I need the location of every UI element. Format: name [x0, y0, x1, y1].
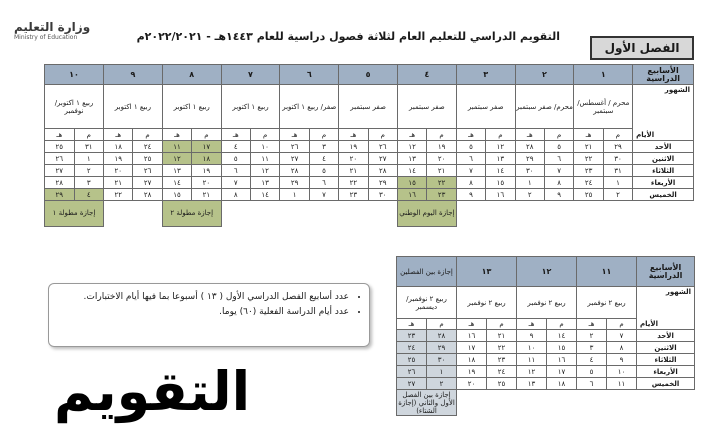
- notes-box: [48, 283, 370, 347]
- greg-date-cell: ١٥: [547, 342, 577, 354]
- hijri-col-label: هـ: [517, 319, 547, 330]
- hijri-date-cell: ٢٢: [104, 189, 133, 201]
- greg-date-cell: ١٤: [547, 330, 577, 342]
- greg-col-label: م: [427, 129, 456, 141]
- break-greg-date-cell: ٢: [427, 378, 457, 390]
- note-spacer: [280, 201, 339, 227]
- week-number: ٤: [397, 65, 456, 85]
- greg-date-cell: ١: [603, 177, 632, 189]
- greg-date-cell: ٧: [309, 189, 338, 201]
- week-month-label: ربيع ١ اكتوبر: [162, 85, 221, 129]
- hijri-date-cell: ٢٣: [574, 165, 603, 177]
- winter-break-note: إجازة بين الفصل الأول والثاني (إجازة الشتاء): [398, 390, 455, 415]
- greg-date-cell: ٧: [607, 330, 637, 342]
- day-label: الخميس: [637, 378, 695, 390]
- greg-col-label: م: [607, 319, 637, 330]
- hijri-date-cell: ١٩: [104, 153, 133, 165]
- greg-date-cell: ١: [74, 153, 103, 165]
- corner-header-cell: [633, 85, 694, 141]
- day-label: الأحد: [637, 330, 695, 342]
- greg-date-cell: ٣١: [603, 165, 632, 177]
- hijri-date-cell: ٢٨: [280, 165, 309, 177]
- greg-date-cell: ٢٥: [133, 153, 162, 165]
- hijri-date-cell: ٩: [517, 330, 547, 342]
- day-label: الأربعاء: [637, 366, 695, 378]
- hijri-col-label: هـ: [397, 129, 426, 141]
- greg-col-label: م: [427, 319, 457, 330]
- greg-date-cell: ٢: [603, 189, 632, 201]
- corner-days-label: الأيام: [640, 320, 659, 328]
- hijri-col-label: هـ: [104, 129, 133, 141]
- break-greg-date-cell: ٣٠: [427, 354, 457, 366]
- ministry-logo: [14, 20, 94, 42]
- week-number: ١٣: [457, 257, 517, 287]
- greg-date-cell: ٢٣: [427, 189, 456, 201]
- week-number: ٩: [104, 65, 163, 85]
- hijri-col-label: هـ: [339, 129, 368, 141]
- hijri-date-cell: ١٢: [517, 366, 547, 378]
- note-spacer: [456, 201, 515, 227]
- note-days-count: • عدد أيام الدراسة الفعلية (٦٠) يوما.: [57, 305, 349, 320]
- greg-date-cell: ٢٦: [368, 141, 397, 153]
- day-label: الاثنين: [633, 153, 694, 165]
- week-month-label: ربيع ١ اكتوبر/ نوفمبر: [45, 85, 104, 129]
- week-number: ١٢: [517, 257, 577, 287]
- week-month-label: ربيع ٢ نوفمبر: [457, 287, 517, 319]
- greg-date-cell: ٣: [74, 177, 103, 189]
- greg-date-cell: ١٢: [251, 165, 280, 177]
- long-holiday-2-note: إجازة مطولة ٢: [162, 201, 221, 227]
- ministry-name-arabic: وزارة التعليم: [14, 20, 91, 34]
- greg-date-cell: ٢٨: [368, 165, 397, 177]
- greg-date-cell: ١٣: [251, 177, 280, 189]
- greg-col-label: م: [544, 129, 573, 141]
- corner-header-cell: [637, 287, 695, 330]
- hijri-date-cell: ٥: [456, 141, 485, 153]
- break-header: إجازة بين الفصلين: [397, 257, 457, 287]
- corner-days-label: الأيام: [636, 131, 655, 139]
- greg-date-cell: ١٠: [251, 141, 280, 153]
- break-greg-date-cell: ٢٨: [427, 330, 457, 342]
- hijri-col-label: هـ: [515, 129, 544, 141]
- week-number: ٣: [456, 65, 515, 85]
- hijri-date-cell: ٢٩: [280, 177, 309, 189]
- greg-col-label: م: [603, 129, 632, 141]
- hijri-col-label: هـ: [162, 129, 191, 141]
- week-month-label: ربيع ١ اكتوبر: [104, 85, 163, 129]
- greg-date-cell: ٢٤: [133, 141, 162, 153]
- greg-date-cell: ١٢: [486, 141, 515, 153]
- greg-date-cell: ١١: [251, 153, 280, 165]
- hijri-date-cell: ٢٥: [574, 189, 603, 201]
- break-hijri-date-cell: ٢٣: [397, 330, 427, 342]
- hijri-date-cell: ١٣: [517, 378, 547, 390]
- greg-date-cell: ٢١: [427, 165, 456, 177]
- note-spacer: [515, 201, 574, 227]
- week-month-label: ربيع ١ اكتوبر: [221, 85, 280, 129]
- week-number: ١: [574, 65, 633, 85]
- week-number: ١٠: [45, 65, 104, 85]
- greg-col-label: م: [368, 129, 397, 141]
- note-spacer: [457, 390, 695, 416]
- hijri-date-cell: ٢١: [339, 165, 368, 177]
- corner-months-label: الشهور: [665, 288, 692, 296]
- break-greg-date-cell: ١: [427, 366, 457, 378]
- greg-date-cell: ٩: [544, 189, 573, 201]
- calendar-big-word: التقويم: [54, 360, 251, 423]
- hijri-date-cell: ١٢: [397, 141, 426, 153]
- week-month-label: صفر سبتمبر: [397, 85, 456, 129]
- week-number: ١١: [577, 257, 637, 287]
- greg-date-cell: ١١: [607, 378, 637, 390]
- note-spacer: [339, 201, 398, 227]
- greg-date-cell: ٥: [309, 165, 338, 177]
- note-weeks-count: • عدد أسابيع الفصل الدراسي الأول ( ١٣ ) أسبوعا بما فيها أيام الاختبارات.: [57, 290, 349, 305]
- greg-date-cell: ١٩: [427, 141, 456, 153]
- hijri-date-cell: ٨: [221, 189, 250, 201]
- greg-date-cell: ٢٤: [487, 366, 517, 378]
- hijri-date-cell: ٢: [577, 330, 607, 342]
- hijri-date-cell: ٢٣: [339, 189, 368, 201]
- greg-date-cell: ٢٠: [427, 153, 456, 165]
- greg-date-cell: ٢٠: [192, 177, 221, 189]
- note-spacer: [104, 201, 163, 227]
- day-label: الثلاثاء: [637, 354, 695, 366]
- hijri-date-cell: ٦: [577, 378, 607, 390]
- greg-date-cell: ٣٠: [603, 153, 632, 165]
- greg-date-cell: ١٥: [486, 177, 515, 189]
- hijri-col-label: هـ: [577, 319, 607, 330]
- week-number: ٥: [339, 65, 398, 85]
- greg-date-cell: ١٦: [486, 189, 515, 201]
- greg-date-cell: ٤: [309, 153, 338, 165]
- greg-date-cell: ٨: [544, 177, 573, 189]
- greg-date-cell: ٢٩: [368, 177, 397, 189]
- hijri-date-cell: ١: [280, 189, 309, 201]
- hijri-date-cell: ٢٠: [104, 165, 133, 177]
- hijri-date-cell: ٢٢: [574, 153, 603, 165]
- hijri-date-cell: ١٩: [457, 366, 487, 378]
- note-spacer: [633, 201, 694, 227]
- week-month-label: محرم / أغسطس/ سبتمبر: [574, 85, 633, 129]
- week-number: ٨: [162, 65, 221, 85]
- hijri-date-cell: ٢١: [574, 141, 603, 153]
- greg-col-label: م: [486, 129, 515, 141]
- hijri-date-cell: ١٦: [457, 330, 487, 342]
- greg-date-cell: ٩: [607, 354, 637, 366]
- hijri-date-cell: ١٢: [162, 153, 191, 165]
- greg-date-cell: ١٩: [192, 165, 221, 177]
- greg-col-label: م: [251, 129, 280, 141]
- greg-col-label: م: [487, 319, 517, 330]
- hijri-date-cell: ٢٨: [515, 141, 544, 153]
- week-month-label: صفر سبتمبر: [456, 85, 515, 129]
- week-month-label: محرم/ صفر سبتمبر: [515, 85, 574, 129]
- greg-date-cell: ٣٠: [368, 189, 397, 201]
- greg-date-cell: ٢٨: [133, 189, 162, 201]
- hijri-date-cell: ٥: [577, 366, 607, 378]
- hijri-date-cell: ٤: [577, 354, 607, 366]
- hijri-date-cell: ١٦: [397, 189, 426, 201]
- break-hijri-date-cell: ٢٥: [397, 354, 427, 366]
- hijri-col-label: هـ: [457, 319, 487, 330]
- hijri-date-cell: ٢١: [104, 177, 133, 189]
- hijri-date-cell: ٢٨: [45, 177, 75, 189]
- weeks-header-label: الأسابيع الدراسية: [633, 65, 694, 85]
- greg-col-label: م: [133, 129, 162, 141]
- hijri-date-cell: ٦: [221, 165, 250, 177]
- greg-date-cell: ٢٥: [487, 378, 517, 390]
- week-month-label: صفر سبتمبر: [339, 85, 398, 129]
- hijri-date-cell: ١٣: [397, 153, 426, 165]
- break-hijri-date-cell: ٢٦: [397, 366, 427, 378]
- greg-date-cell: ٢١: [487, 330, 517, 342]
- greg-date-cell: ٦: [544, 153, 573, 165]
- hijri-date-cell: ١٤: [397, 165, 426, 177]
- hijri-date-cell: ٢٧: [280, 153, 309, 165]
- hijri-date-cell: ٧: [456, 165, 485, 177]
- hijri-col-label: هـ: [397, 319, 427, 330]
- hijri-date-cell: ٥: [221, 153, 250, 165]
- hijri-date-cell: ١٥: [162, 189, 191, 201]
- greg-date-cell: ٣: [309, 141, 338, 153]
- break-month-label: ربيع ٢ نوفمبر/ ديسمبر: [397, 287, 457, 319]
- greg-date-cell: ٢: [74, 165, 103, 177]
- day-label: الاثنين: [637, 342, 695, 354]
- greg-date-cell: ١٦: [547, 354, 577, 366]
- greg-date-cell: ١٣: [486, 153, 515, 165]
- greg-date-cell: ٣١: [74, 141, 103, 153]
- greg-date-cell: ١٧: [547, 366, 577, 378]
- greg-date-cell: ٢٧: [368, 153, 397, 165]
- day-label: الأحد: [633, 141, 694, 153]
- hijri-date-cell: ٢٢: [339, 177, 368, 189]
- hijri-date-cell: ٣٠: [515, 165, 544, 177]
- hijri-date-cell: ٢: [515, 189, 544, 201]
- hijri-date-cell: ١٣: [162, 165, 191, 177]
- hijri-date-cell: ١٧: [457, 342, 487, 354]
- hijri-date-cell: ٢٠: [339, 153, 368, 165]
- hijri-date-cell: ١٠: [517, 342, 547, 354]
- greg-date-cell: ١٠: [607, 366, 637, 378]
- greg-date-cell: ١٤: [486, 165, 515, 177]
- hijri-date-cell: ٢٩: [515, 153, 544, 165]
- greg-col-label: م: [74, 129, 103, 141]
- hijri-col-label: هـ: [456, 129, 485, 141]
- greg-date-cell: ٢٢: [487, 342, 517, 354]
- greg-date-cell: ١٤: [251, 189, 280, 201]
- hijri-date-cell: ٦: [456, 153, 485, 165]
- hijri-date-cell: ١٩: [339, 141, 368, 153]
- hijri-date-cell: ٢٤: [574, 177, 603, 189]
- day-label: الأربعاء: [633, 177, 694, 189]
- greg-date-cell: ٨: [607, 342, 637, 354]
- greg-date-cell: ٤: [74, 189, 103, 201]
- greg-date-cell: ٢٣: [487, 354, 517, 366]
- hijri-date-cell: ٢٧: [45, 165, 75, 177]
- national-day-holiday-note: إجازة اليوم الوطني: [397, 201, 456, 227]
- greg-date-cell: ٥: [544, 141, 573, 153]
- week-month-label: ربيع ٢ نوفمبر: [517, 287, 577, 319]
- hijri-date-cell: ٢٦: [280, 141, 309, 153]
- week-number: ٧: [221, 65, 280, 85]
- break-greg-date-cell: ٢٩: [427, 342, 457, 354]
- week-month-label: صفر/ ربيع ١ اكتوبر: [280, 85, 339, 129]
- hijri-date-cell: ١٥: [397, 177, 426, 189]
- hijri-date-cell: ٢٦: [45, 153, 75, 165]
- day-label: الثلاثاء: [633, 165, 694, 177]
- semester-badge: الفصل الأول: [590, 36, 694, 60]
- hijri-col-label: هـ: [574, 129, 603, 141]
- hijri-date-cell: ١٨: [457, 354, 487, 366]
- long-holiday-1-note: إجازة مطولة ١: [45, 201, 104, 227]
- note-spacer: [221, 201, 280, 227]
- hijri-date-cell: ٧: [221, 177, 250, 189]
- greg-col-label: م: [309, 129, 338, 141]
- greg-date-cell: ٢٦: [133, 165, 162, 177]
- greg-date-cell: ١٨: [547, 378, 577, 390]
- hijri-date-cell: ٢٠: [457, 378, 487, 390]
- calendar-table-second: [396, 256, 695, 416]
- ministry-name-english: Ministry of Education: [14, 34, 78, 41]
- greg-date-cell: ١٨: [192, 153, 221, 165]
- corner-months-label: الشهور: [664, 86, 690, 94]
- hijri-date-cell: ٨: [456, 177, 485, 189]
- greg-date-cell: ١٧: [192, 141, 221, 153]
- hijri-date-cell: ١١: [517, 354, 547, 366]
- greg-date-cell: ٢٧: [133, 177, 162, 189]
- hijri-date-cell: ٢٥: [45, 141, 75, 153]
- hijri-date-cell: ٢٩: [45, 189, 75, 201]
- hijri-date-cell: ١٤: [162, 177, 191, 189]
- calendar-table-first: [44, 64, 694, 227]
- greg-date-cell: ٧: [544, 165, 573, 177]
- greg-date-cell: ٢١: [192, 189, 221, 201]
- break-hijri-date-cell: ٢٤: [397, 342, 427, 354]
- hijri-date-cell: ٤: [221, 141, 250, 153]
- greg-date-cell: ٦: [309, 177, 338, 189]
- hijri-date-cell: ١: [515, 177, 544, 189]
- greg-col-label: م: [547, 319, 577, 330]
- week-month-label: ربيع ٢ نوفمبر: [577, 287, 637, 319]
- hijri-date-cell: ٩: [456, 189, 485, 201]
- hijri-date-cell: ١٨: [104, 141, 133, 153]
- weeks-header-label: الأسابيع الدراسية: [637, 257, 695, 287]
- greg-col-label: م: [192, 129, 221, 141]
- week-number: ٦: [280, 65, 339, 85]
- greg-date-cell: ٢٢: [427, 177, 456, 189]
- document-title: التقويم الدراسي للتعليم العام لثلاثة فصول دراسية للعام ١٤٤٣هـ - ٢٠٢٢/٢٠٢١م: [136, 30, 560, 43]
- day-label: الخميس: [633, 189, 694, 201]
- week-number: ٢: [515, 65, 574, 85]
- note-spacer: [574, 201, 633, 227]
- hijri-col-label: هـ: [280, 129, 309, 141]
- hijri-col-label: هـ: [45, 129, 75, 141]
- greg-date-cell: ٢٩: [603, 141, 632, 153]
- hijri-date-cell: ١١: [162, 141, 191, 153]
- hijri-date-cell: ٣: [577, 342, 607, 354]
- break-hijri-date-cell: ٢٧: [397, 378, 427, 390]
- hijri-col-label: هـ: [221, 129, 250, 141]
